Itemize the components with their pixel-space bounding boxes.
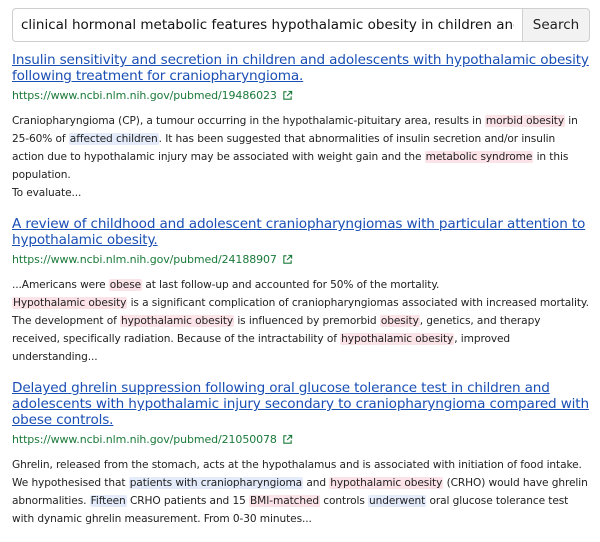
highlighted-term: hypothalamic obesity <box>121 315 234 327</box>
search-button[interactable]: Search <box>522 8 590 42</box>
result-title-link[interactable]: Insulin sensitivity and secretion in children and adolescents with hypothalamic obesity following treatment for craniopharyngioma. <box>12 52 589 84</box>
highlighted-term: affected children <box>69 133 158 145</box>
snippet-text: controls <box>320 495 369 507</box>
snippet-text: at last follow-up and accounted for 50% of the mortality. <box>142 279 440 291</box>
result-item <box>12 380 590 528</box>
result-url-link[interactable]: https://www.ncbi.nlm.nih.gov/pubmed/24188907 <box>12 252 277 266</box>
result-snippet <box>12 112 590 202</box>
result-snippet <box>12 276 590 366</box>
snippet-text: is a significant complication of craniopharyngiomas associated with increased mortality. The development of <box>12 297 589 327</box>
snippet-text: , genetics, and therapy received, specifically radiation. Because of the intractability of <box>12 315 541 345</box>
highlighted-term: Fifteen <box>90 495 126 507</box>
snippet-text: oral glucose tolerance test with dynamic ghrelin measurement. From 0-30 minutes... <box>12 495 569 525</box>
search-input[interactable] <box>12 8 522 42</box>
snippet-text: is influenced by premorbid <box>234 315 380 327</box>
highlighted-term: Hypothalamic obesity <box>13 297 127 309</box>
snippet-text: Craniopharyngioma (CP), a tumour occurring in the hypothalamic-pituitary area, results in <box>12 115 485 127</box>
external-link-icon[interactable] <box>282 254 293 265</box>
snippet-text: and <box>303 477 330 489</box>
highlighted-term: patients with craniopharyngioma <box>129 477 303 489</box>
result-item <box>12 52 590 202</box>
highlighted-term: metabolic syndrome <box>425 151 533 163</box>
snippet-text: Ghrelin, released from the stomach, acts at the hypothalamus and is associated with initiation of food intake. We hypothesised that <box>12 459 582 489</box>
snippet-text: (CRHO) would have ghrelin abnormalities. <box>12 477 588 507</box>
snippet-text: in this population. <box>12 151 569 181</box>
highlighted-term: hypothalamic obesity <box>341 333 454 345</box>
result-title-link[interactable]: A review of childhood and adolescent craniopharyngiomas with particular attention to hypothalamic obesity. <box>12 216 586 248</box>
snippet-paragraph <box>12 276 590 294</box>
highlighted-term: underwent <box>369 495 426 507</box>
result-item <box>12 216 590 366</box>
snippet-text: , improved understanding... <box>12 333 511 363</box>
highlighted-term: obese <box>109 279 142 291</box>
result-url-link[interactable]: https://www.ncbi.nlm.nih.gov/pubmed/19486023 <box>12 88 277 102</box>
snippet-paragraph <box>12 112 590 184</box>
external-link-icon[interactable] <box>282 90 293 101</box>
result-url-link[interactable]: https://www.ncbi.nlm.nih.gov/pubmed/21050078 <box>12 432 277 446</box>
snippet-text: in 25-60% of <box>12 115 578 145</box>
snippet-paragraph <box>12 294 590 366</box>
external-link-icon[interactable] <box>282 434 293 445</box>
highlighted-term: BMI-matched <box>250 495 320 507</box>
search-bar <box>12 8 590 42</box>
highlighted-term: morbid obesity <box>485 115 565 127</box>
snippet-paragraph <box>12 184 590 202</box>
snippet-text: . It has been suggested that abnormalities of insulin secretion and/or insulin action due to hypothalamic injury may be associated with weight gain and the <box>12 133 556 163</box>
results-list <box>12 52 590 542</box>
result-url-row <box>12 87 590 103</box>
highlighted-term: obesity <box>380 315 419 327</box>
snippet-text: ...Americans were <box>12 279 109 291</box>
result-title-link[interactable]: Delayed ghrelin suppression following oral glucose tolerance test in children and adolescents with hypothalamic injury secondary to craniopharyngioma compared with obese controls. <box>12 380 589 428</box>
snippet-text: CRHO patients and 15 <box>126 495 250 507</box>
snippet-paragraph <box>12 456 590 528</box>
result-snippet <box>12 456 590 528</box>
result-url-row <box>12 431 590 447</box>
highlighted-term: hypothalamic obesity <box>330 477 443 489</box>
snippet-text: To evaluate... <box>12 187 82 199</box>
result-url-row <box>12 251 590 267</box>
